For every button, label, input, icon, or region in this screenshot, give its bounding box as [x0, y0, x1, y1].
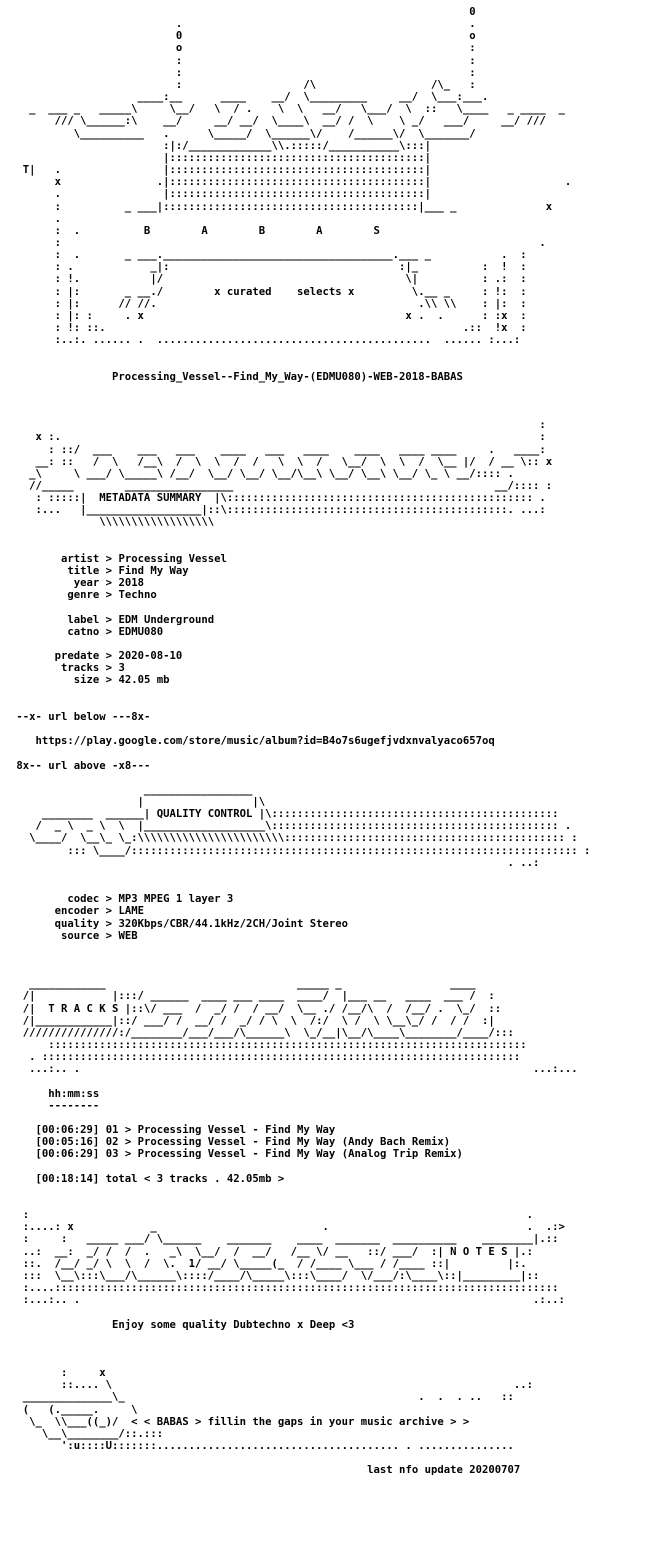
- label-value: EDM Underground: [118, 613, 215, 626]
- track-row: [00:06:29] 03 > Processing Vessel - Find My Way (Analog Trip Remix): [35, 1148, 463, 1161]
- codec-value: MP3 MPEG 1 layer 3: [118, 893, 234, 906]
- quality-control-header-art: _________________ | |\ ________ ______| QUALITY CONTROL |\::::::::::::::::::::::::::::::::::::::::::::: / _ \ _ \ \ |___________________\::::::::::::::::::::::::::::::::::::::::::::: . \____/ \__\_ \_:\\\\\\\\\\\\\\\\\\\\\\\:::::::::::::::::::::::::::::::::::::::::::: : ::: \____/:::::::::::::::::::::::::::::::::::::::::::::::::::::::::::::::::::::: : . ..:: [29, 783, 591, 869]
- url-below-marker: --x- url below ---8x-: [16, 710, 151, 723]
- size-value: 42.05 mb: [118, 674, 170, 687]
- artist-value: Processing Vessel: [118, 552, 227, 565]
- year-value: 2018: [118, 577, 144, 590]
- top-banner-art: 0 . . 0 o o : : : : : : /\ /\_ : ____:__ ____ __/ \_________ __/ \___:___. _ ___ _ _____\ \__/ \ / . \ \ __/ \___/ \ :: \____ _ ____ _ /// \______:\ __/ __/ __/ \____\ __/ / \ \ _/ ___/ __/ /// \__________ . \_____/ \______\/ /______\/ \_______/ :|:/_____________\\.:::::/___________\:::| |::::::::::::::::::::::::::::::::::::::::| T| . |::::::::::::::::::::::::::::::::::::::::| x .|::::::::::::::::::::::::::::::::::::::::| . . |::::::::::::::::::::::::::::::::::::::::| : _ ___|::::::::::::::::::::::::::::::::::::::::|___ _ x: [22, 6, 572, 213]
- genre-value: Techno: [118, 589, 157, 602]
- predate-value: 2020-08-10: [118, 650, 183, 663]
- release-name: Processing_Vessel--Find_My_Way-(EDMU080)-WEB-2018-BABAS: [10, 370, 463, 383]
- title-value: Find My Way: [118, 565, 189, 578]
- metadata-list: artist > Processing Vessel title > Find My Way year > 2018 genre > Techno label > EDM Underground catno > EDMU080 predate > 2020-08-10 tracks > 3 size > 42.05 mb: [10, 552, 227, 687]
- tracklist-total: [00:18:14] total < 3 tracks . 42.05mb >: [35, 1172, 285, 1185]
- tracklist: [10, 1088, 590, 1185]
- footer-art: : x ::.... \ ..: ______________\_ . . . .. :: ( (._____. \ \_ \\___((_)/ < < BABAS > fillin the gaps in your music archive > > \__\________/::.::: ':u::::U:::::::...................................... . ...............: [22, 1367, 533, 1453]
- tracks-header-art: ____________ _____ _ ____ /| |:::/ ______ ____ ___ ____ ____/ |___ __ ____ ___ / : /| T R A C K S |::\/ ___ / _/ / / __/ \__ ./ /__/\ / /__/ . \_/ :: /|____________|::/ ___/ / __/ / _/ / \ \ /:/ \ / \ \__\_/ / / / :| ///////////////:/________/___/___/\______\ \_/__|\__/\____\________/____/::: ::::::::::::::::::::::::::::::::::::::::::::::::::::::::::::::::::::::::::: . ::::::::::::::::::::::::::::::::::::::::::::::::::::::::::::::::::::::::::: ...:.. . ...:...: [22, 978, 578, 1076]
- nfo-text: [10, 6, 590, 1477]
- catno-value: EDMU080: [118, 625, 164, 638]
- quality-list: codec > MP3 MPEG 1 layer 3 encoder > LAME quality > 320Kbps/CBR/44.1kHz/2CH/Joint Stereo source > WEB: [10, 893, 349, 942]
- track-row: [00:06:29] 01 > Processing Vessel - Find My Way: [35, 1124, 336, 1137]
- time-column-rule: --------: [48, 1099, 100, 1112]
- time-column-header: hh:mm:ss: [48, 1087, 100, 1100]
- notes-header-art: : . :....: x _ . . .:> : : _____ ___/ \______ _______ ____ _______ __________ ________|.:: ..: __: _/ / / . _\ \__/ / __/ /__ \/ __ ::/ ___/ :| N O T E S |.: ::. /__/ _/ \ \ / \. 1/ __/ \_____(_ / /____ \___ / /____ ::| |:. ::: \__\:::\___/\______\::::/____/\_____\:::\____/ \/___/:\____\::|_________|:: :....::::::::::::::::::::::::::::::::::::::::::::::::::::::::::::::::::::::::::::::: :...:.. . .:..:: [22, 1209, 565, 1307]
- track-row: [00:05:16] 02 > Processing Vessel - Find My Way (Andy Bach Remix): [35, 1136, 451, 1149]
- last-update: last nfo update 20200707: [367, 1464, 521, 1477]
- metadata-summary-header-art: : x :. : : ::/ ___ ___ ___ ____ ___ ____ ____ ____ ____ . ____: __: :: / \ /__\ / \ \ / / \ \ / \__/ \ \ / \__ |/ / __ \:: x _\ \ ___/ \_____\ /__/ \__/ \__/ \__/\__\ \__/ \__\ \__/ \_ \ __/:::: . //_____ _________________ __/:::: : : :::::| METADATA SUMMARY |\:::::::::::::::::::::::::::::::::::::::::::::::: . :... |__________________|::\::::::::::::::::::::::::::::::::::::::::::::. ...: \\\\\\\\\\\\\\\\\\: [29, 419, 553, 529]
- url-above-marker: 8x-- url above -x8---: [16, 759, 151, 772]
- encoder-value: LAME: [118, 905, 144, 918]
- quality-value: 320Kbps/CBR/44.1kHz/2CH/Joint Stereo: [118, 917, 349, 930]
- tracks-value: 3: [118, 662, 125, 675]
- babas-banner-art: . : . B A B A S : . : . _ ___.____________________________________.___ _ . : : . _|: :|_ : ! : : !. |/ \| : .: : : |: _ __./ x curated selects x \.__ _ : !: : : |: // //. .\\ \\ : |: : : |: : . x x . . : :x : : !: ::. .:: !x : :..:. ...... . ........................................... ...... :...:: [54, 212, 546, 347]
- album-url[interactable]: https://play.google.com/store/music/album?id=B4o7s6ugefjvdxnvalyaco657oq: [35, 735, 495, 748]
- notes-text: Enjoy some quality Dubtechno x Deep <3: [10, 1318, 355, 1331]
- source-value: WEB: [118, 929, 138, 942]
